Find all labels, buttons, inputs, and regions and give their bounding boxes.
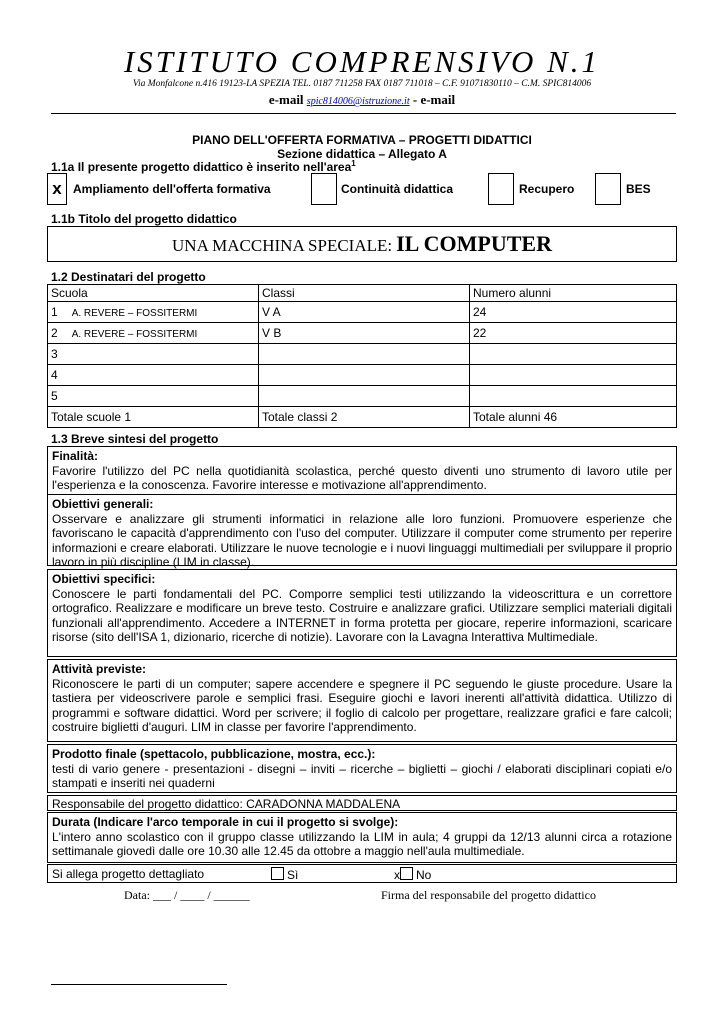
total-schools: Totale scuole 1 — [48, 407, 259, 428]
checkbox-continuita[interactable] — [311, 173, 337, 205]
header-classi: Classi — [259, 285, 470, 302]
table-row — [48, 365, 677, 386]
attivita-text: Riconoscere le parti di un computer; sapere accendere e spegnere il PC seguendo le giuste procedure. Usare la tastiera per videoscrivere parole e semplici frasi. Eseguire giochi e lavori inerenti all'attività didattica. Utilizzo di programmi e software didattici. Word per scrivere; il foglio di calcolo per progettare, realizzare grafici e fare calcoli; costruire biglietti d'auguri. LIM in classe per favorire l'apprendimento. — [52, 676, 672, 734]
finalita-text: Favorire l'utilizzo del PC nella quotidianità scolastica, perché questo diventi uno strumento di lavoro utile per l'esperienza e la conoscenza. Favorire interesse e motivazione all'apprendimento. — [52, 463, 672, 492]
row-class-cell: V A — [259, 302, 470, 323]
total-students: Totale alunni 46 — [470, 407, 677, 428]
school-address: Via Monfalcone n.416 19123-LA SPEZIA TEL. 0187 711258 FAX 0187 711018 – C.F. 91071830110 – C.M. SPIC814006 — [132, 79, 592, 89]
email-label: e-mail — [268, 92, 304, 107]
finalita-heading: Finalità: — [52, 449, 99, 463]
row-school-cell: 3 — [48, 344, 259, 365]
section-1-3-label: 1.3 Breve sintesi del progetto — [51, 432, 219, 446]
prodotto-finale-text: testi di vario genere - presentazioni - disegni – inviti – ricerche – biglietti – giochi / elaborati disciplinari copiati e/o stampati e inseriti nei quaderni — [52, 761, 672, 790]
signature-label: Firma del responsabile del progetto didattico — [381, 888, 596, 902]
row-school-cell: 4 — [48, 365, 259, 386]
row-class-cell — [259, 344, 470, 365]
allega-section — [47, 864, 677, 883]
checkbox-si[interactable]: Sì — [268, 867, 298, 883]
row-school-cell: 5 — [48, 386, 259, 407]
obiettivi-generali-heading: Obiettivi generali: — [52, 497, 154, 511]
row-students-cell — [470, 386, 677, 407]
row-school-cell: 2 A. REVERE – FOSSITERMI — [48, 323, 259, 344]
obiettivi-generali-section — [47, 494, 677, 569]
row-students-cell — [470, 365, 677, 386]
checkbox-no[interactable]: x No — [394, 868, 432, 882]
row-students-cell: 24 — [470, 302, 677, 323]
obiettivi-specifici-heading: Obiettivi specifici: — [52, 572, 156, 586]
row-class-cell — [259, 386, 470, 407]
attivita-section — [47, 659, 677, 742]
school-email — [0, 92, 724, 108]
option-bes-label: BES — [626, 182, 651, 196]
durata-heading: Durata (Indicare l'arco temporale in cui il progetto si svolge): — [52, 815, 399, 829]
prodotto-finale-section — [47, 744, 677, 793]
document-subtitle: Sezione didattica – Allegato A — [277, 147, 447, 161]
attivita-heading: Attività previste: — [52, 662, 147, 676]
checkbox-bes[interactable] — [595, 173, 621, 205]
responsabile-text: Responsabile del progetto didattico: CARADONNA MADDALENA — [52, 797, 401, 811]
total-classes: Totale classi 2 — [259, 407, 470, 428]
section-1-1a-label: 1.1a Il presente progetto didattico è inserito nell'area$^1$ — [51, 159, 356, 174]
header-scuola: Scuola — [48, 285, 259, 302]
row-class-cell: V B — [259, 323, 470, 344]
table-header-row — [48, 285, 677, 302]
checkbox-recupero[interactable] — [488, 173, 514, 205]
table-row — [48, 386, 677, 407]
row-school-cell: 1 A. REVERE – FOSSITERMI — [48, 302, 259, 323]
durata-section — [47, 812, 677, 863]
date-field[interactable]: Data: ___ / ____ / ______ — [124, 888, 250, 902]
header-alunni: Numero alunni — [470, 285, 677, 302]
table-row — [48, 302, 677, 323]
email-link[interactable]: spic814006@istruzione.it — [306, 96, 410, 107]
checkbox-ampliamento[interactable]: x — [47, 173, 67, 205]
table-row — [48, 344, 677, 365]
recipients-table — [47, 284, 677, 428]
obiettivi-generali-text: Osservare e analizzare gli strumenti informatici in relazione alle loro funzioni. Promuovere esperienze che favoriscano le capacità d'apprendimento con l'uso del computer. Utilizzare il computer come strumento per reperire informazioni e creare elaborati. Utilizzare le nuove tecnologie e i nuovi linguaggi multimediali per sviluppare il proprio lavoro in più discipline (LIM in classe). — [52, 511, 672, 569]
school-name: ISTITUTO COMPRENSIVO N.1 — [123, 44, 601, 79]
email-label-after: - e-mail — [412, 92, 456, 107]
allega-text: Si allega progetto dettagliato — [52, 867, 205, 881]
row-students-cell — [470, 344, 677, 365]
prodotto-finale-heading: Prodotto finale (spettacolo, pubblicazione, mostra, ecc.): — [52, 747, 376, 761]
document-title: PIANO DELL'OFFERTA FORMATIVA – PROGETTI DIDATTICI — [192, 133, 532, 147]
option-continuita-label: Continuità didattica — [341, 182, 453, 196]
row-students-cell: 22 — [470, 323, 677, 344]
durata-text: L'intero anno scolastico con il gruppo classe utilizzando la LIM in aula; 4 gruppi da 12/13 alunni circa a rotazione settimanale giovedì dalle ore 10.30 alle 12.45 da ottobre a maggio nell'aula multimediale. — [52, 829, 672, 858]
obiettivi-specifici-section — [47, 569, 677, 657]
section-1-1b-label: 1.1b Titolo del progetto didattico — [51, 212, 237, 226]
footnote-divider — [51, 984, 227, 985]
responsabile-section — [47, 795, 677, 811]
section-1-2-label: 1.2 Destinatari del progetto — [51, 270, 206, 284]
row-class-cell — [259, 365, 470, 386]
option-recupero-label: Recupero — [519, 182, 575, 196]
table-totals-row — [48, 407, 677, 428]
project-title: UNA MACCHINA SPECIALE: IL COMPUTER — [47, 226, 677, 262]
option-ampliamento-label: Ampliamento dell'offerta formativa — [73, 182, 271, 196]
obiettivi-specifici-text: Conoscere le parti fondamentali del PC. Comporre semplici testi utilizzando la videoscrittura e un correttore ortografico. Realizzare e modificare un breve testo. Costruire e analizzare grafici. Utilizzare semplici materiali digitali funzionali all'apprendimento. Accedere a INTERNET in forma protetta per giocare, reperire informazioni, scaricare risorse (sito dell'ISA 1, dizionario, ricerche di notizie). Lavorare con la Lavagna Interattiva Multimediale. — [52, 586, 672, 644]
table-row — [48, 323, 677, 344]
header-divider — [51, 113, 676, 114]
finalita-section — [47, 446, 677, 495]
